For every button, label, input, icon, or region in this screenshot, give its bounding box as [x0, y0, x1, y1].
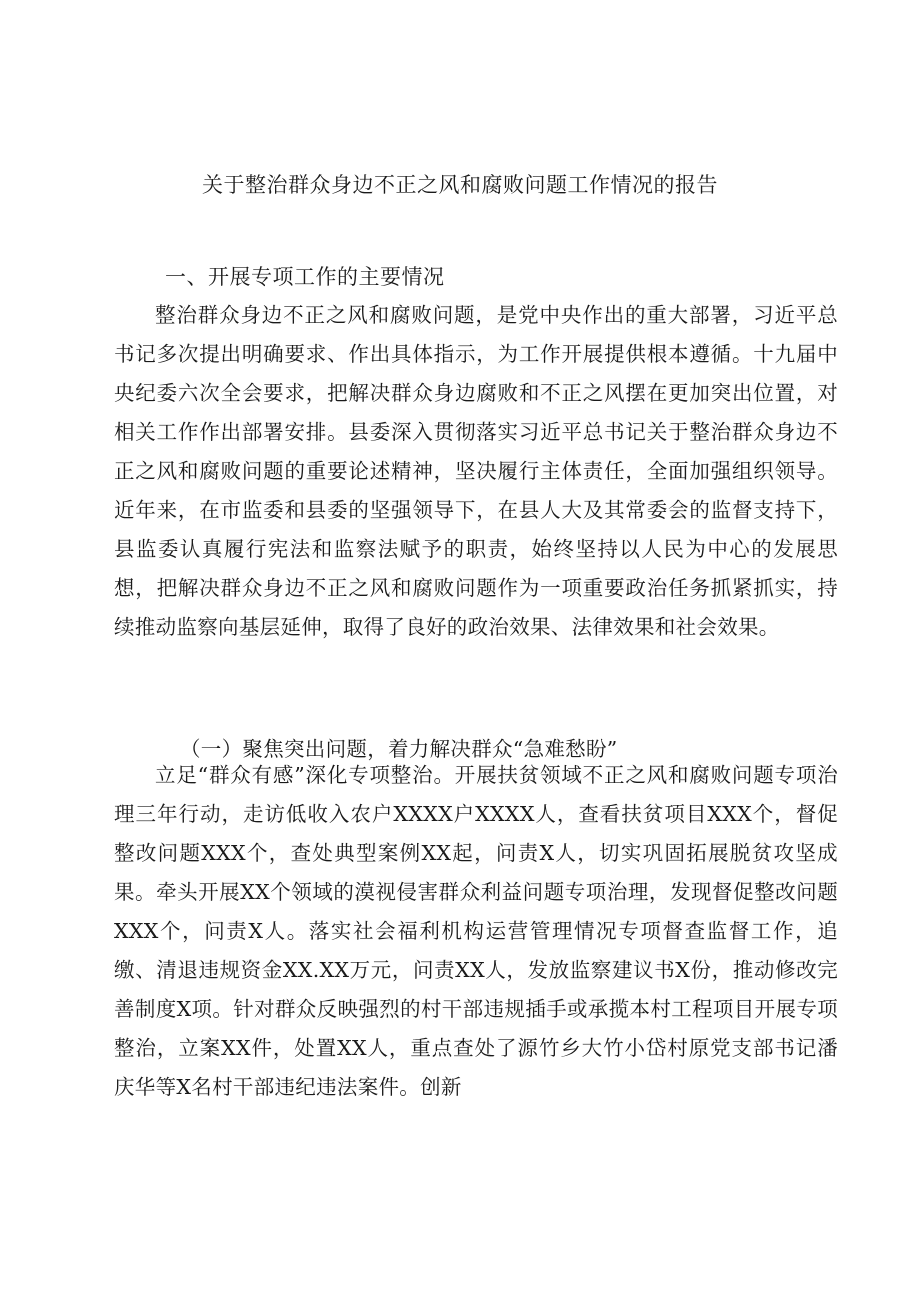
document-title: 关于整治群众身边不正之风和腐败问题工作情况的报告: [202, 173, 718, 197]
subsection-heading: （一）聚焦突出问题，着力解决群众“急难愁盼”: [180, 737, 618, 761]
body-paragraph: 立足“群众有感”深化专项整治。开展扶贫领域不正之风和腐败问题专项治理三年行动，走访低收入农户XXXX户XXXX人，查看扶贫项目XXX个，督促整改问题XXX个，查处典型案例XX起，问责X人，切实巩固拓展脱贫攻坚成果。牵头开展XX个领域的漠视侵害群众利益问题专项治理，发现督促整改问题XXX个，问责X人。落实社会福利机构运营管理情况专项督查监督工作，追缴、清退违规资金XX.XX万元，问责XX人，发放监察建议书X份，推动修改完善制度X项。针对群众反映强烈的村干部违规插手或承揽本村工程项目开展专项整治，立案XX件，处置XX人，重点查处了源竹乡大竹小岱村原党支部书记潘庆华等X名村干部违纪违法案件。创新: [114, 763, 838, 1099]
body-paragraph: 整治群众身边不正之风和腐败问题，是党中央作出的重大部署，习近平总书记多次提出明确要求、作出具体指示，为工作开展提供根本遵循。十九届中央纪委六次全会要求，把解决群众身边腐败和不正之风摆在更加突出位置，对相关工作作出部署安排。县委深入贯彻落实习近平总书记关于整治群众身边不正之风和腐败问题的重要论述精神，坚决履行主体责任，全面加强组织领导。近年来，在市监委和县委的坚强领导下，在县人大及其常委会的监督支持下，县监委认真履行宪法和监察法赋予的职责，始终坚持以人民为中心的发展思想，把解决群众身边不正之风和腐败问题作为一项重要政治任务抓紧抓实，持续推动监察向基层延伸，取得了良好的政治效果、法律效果和社会效果。: [114, 303, 838, 639]
section-heading: 一、开展专项工作的主要情况: [165, 265, 445, 289]
